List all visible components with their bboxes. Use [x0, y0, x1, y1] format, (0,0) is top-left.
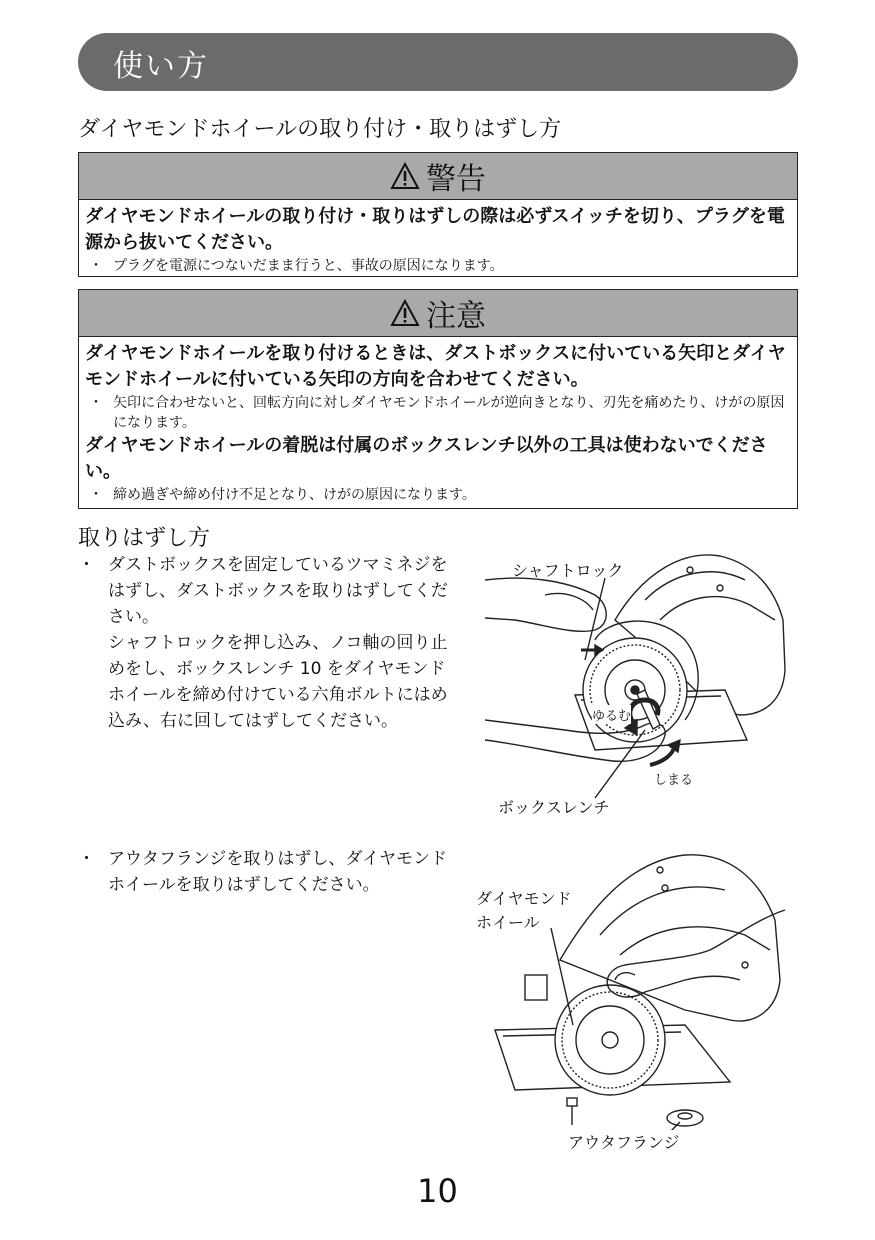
caution-header	[79, 290, 797, 337]
label-box-wrench: ボックスレンチ	[498, 798, 610, 817]
warning-box	[78, 152, 798, 277]
caution-box	[78, 289, 798, 509]
caution-title: 注意	[426, 299, 486, 334]
caution-triangle-icon	[390, 299, 420, 327]
page-number: 10	[417, 1172, 458, 1210]
label-outer-flange: アウタフランジ	[568, 1133, 680, 1152]
warning-note: ・ プラグを電源につないだまま行うと、事故の原因になります。	[89, 258, 504, 274]
warning-text: ダイヤモンドホイールの取り付け・取りはずしの際は必ずスイッチを切り、プラグを電源から抜いてください。	[85, 206, 785, 253]
label-wheel-line-1: ダイヤモンド	[476, 889, 572, 908]
caution-text-1: ダイヤモンドホイールを取り付けるときは、ダストボックスに付いている矢印とダイヤモンドホイールに付いている矢印の方向を合わせてください。	[85, 343, 786, 390]
label-loosen: ゆるむ	[592, 705, 631, 724]
label-shaft-lock: シャフトロック	[512, 561, 624, 580]
warning-triangle-icon	[390, 162, 420, 190]
step-1-text: ダストボックスを固定しているツマミネジをはずし、ダストボックスを取りはずしてください。	[108, 555, 448, 627]
header-bar	[78, 33, 798, 91]
warning-header	[79, 153, 797, 200]
page-title: 使い方	[113, 49, 209, 84]
caution-note-1: ・ 矢印に合わせないと、回転方向に対しダイヤモンドホイールが逆向きとなり、刃先を痛めたり、けがの原因になります。	[89, 395, 785, 431]
warning-title: 警告	[426, 162, 486, 197]
step-2-text: アウタフランジを取りはずし、ダイヤモンドホイールを取りはずしてください。	[108, 849, 448, 895]
section-title: ダイヤモンドホイールの取り付け・取りはずし方	[78, 117, 562, 142]
caution-text-2: ダイヤモンドホイールの着脱は付属のボックスレンチ以外の工具は使わないでください。	[85, 435, 768, 482]
removal-step-2: ・ アウタフランジを取りはずし、ダイヤモンドホイールを取りはずしてください。	[78, 846, 450, 898]
label-tighten: しまる	[654, 773, 694, 788]
figure-shaft-lock-illustration	[485, 550, 790, 810]
removal-step-1: ・ ダストボックスを固定しているツマミネジをはずし、ダストボックスを取りはずしてください。 シャフトロックを押し込み、ノコ軸の回り止めをし、ボックスレンチ 10 をダイヤモンドホイールを締め付けている六角ボルトにはめ込み、右に回してはずしてください。	[78, 552, 450, 734]
caution-note-2: ・ 締め過ぎや締め付け不足となり、けがの原因になります。	[89, 487, 476, 503]
removal-title: 取りはずし方	[78, 526, 211, 551]
label-wheel-line-2: ホイール	[476, 913, 540, 932]
step-1b-text: シャフトロックを押し込み、ノコ軸の回り止めをし、ボックスレンチ 10 をダイヤモンドホイールを締め付けている六角ボルトにはめ込み、右に回してはずしてください。	[108, 633, 448, 731]
